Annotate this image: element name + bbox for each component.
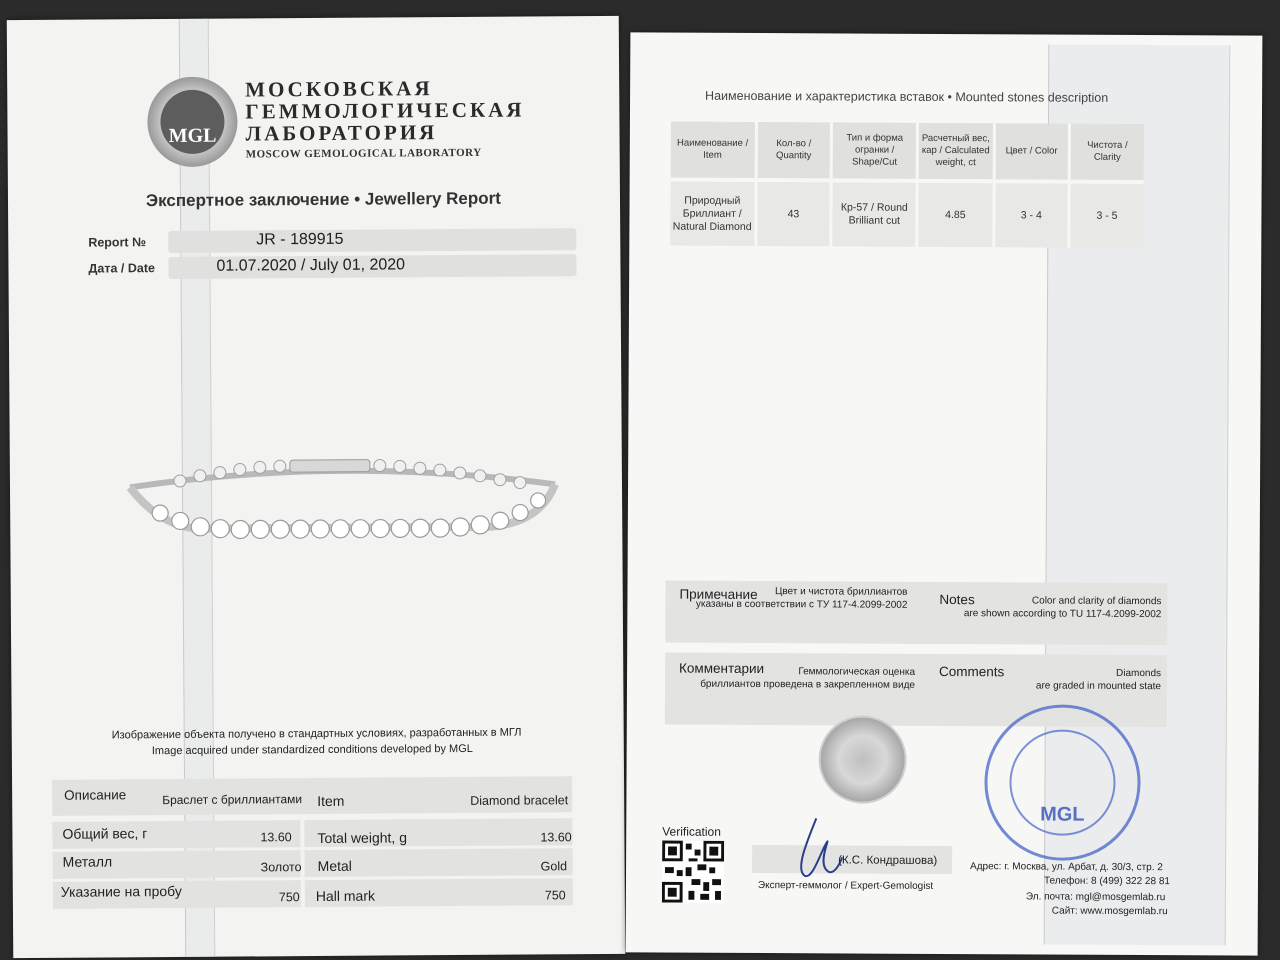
lab-name-line-3: ЛАБОРАТОРИЯ bbox=[245, 120, 438, 146]
td-shape: Кр-57 / Round Brilliant cut bbox=[831, 180, 917, 246]
th-weight: Расчетный вес, кар / Calculated weight, ct bbox=[917, 123, 994, 181]
note-en-label: Notes bbox=[939, 591, 975, 608]
hallmark-en-label: Hall mark bbox=[315, 887, 376, 905]
lab-name bbox=[245, 77, 525, 145]
comment-en-text-2: are graded in mounted state bbox=[1035, 680, 1162, 693]
comment-en-text bbox=[927, 663, 1162, 693]
comment-ru-text-1: Геммологическая оценка bbox=[798, 666, 916, 678]
report-no-value: JR - 189915 bbox=[256, 230, 344, 249]
weight-en-value: 13.60 bbox=[540, 830, 572, 845]
logo-letters: MGL bbox=[160, 90, 224, 154]
hallmark-en-value: 750 bbox=[544, 888, 566, 903]
note-en-text bbox=[927, 591, 1162, 621]
metal-en-value: Gold bbox=[540, 859, 568, 874]
signer-title: Эксперт-геммолог / Expert-Gemologist bbox=[757, 880, 934, 892]
description-en-value: Diamond bracelet bbox=[470, 793, 569, 808]
td-clarity: 3 - 5 bbox=[1069, 182, 1144, 248]
signature-mark bbox=[786, 813, 846, 883]
lab-name-line-2: ГЕММОЛОГИЧЕСКАЯ bbox=[245, 97, 525, 124]
weight-ru-label: Общий вес, г bbox=[62, 825, 148, 842]
stones-table-header bbox=[669, 122, 1144, 182]
left-page bbox=[7, 16, 626, 958]
note-ru-text-2: указаны в соответствии с ТУ 117-4.2099-2002 bbox=[695, 598, 908, 611]
note-ru-text bbox=[677, 585, 907, 612]
metal-ru-value: Золото bbox=[260, 860, 302, 875]
date-value: 01.07.2020 / July 01, 2020 bbox=[216, 256, 406, 275]
td-color: 3 - 4 bbox=[993, 181, 1069, 247]
note-en-text-1: Color and clarity of diamonds bbox=[1031, 595, 1162, 608]
th-shape: Тип и форма огранки / Shape/Cut bbox=[832, 122, 918, 180]
weight-ru-value: 13.60 bbox=[260, 830, 292, 845]
report-no-field bbox=[168, 228, 576, 253]
th-item: Наименование / Item bbox=[669, 122, 756, 180]
metal-en-label: Metal bbox=[317, 857, 352, 874]
note-ru-label: Примечание bbox=[679, 586, 758, 603]
report-no-label: Report № bbox=[88, 235, 147, 250]
stones-table bbox=[667, 122, 1144, 248]
mgl-logo bbox=[147, 77, 238, 168]
image-caption bbox=[112, 725, 522, 760]
hologram-sticker bbox=[818, 715, 906, 803]
description-ru-value: Браслет с бриллиантами bbox=[162, 792, 303, 808]
caption-ru: Изображение объекта получено в стандартных условиях, разработанных в МГЛ bbox=[111, 726, 522, 742]
weight-en-label: Total weight, g bbox=[317, 829, 408, 846]
report-title: Экспертное заключение • Jewellery Report bbox=[145, 188, 501, 211]
website: Сайт: www.mosgemlab.ru bbox=[1051, 905, 1168, 918]
date-label: Дата / Date bbox=[88, 261, 155, 276]
note-ru-text-1: Цвет и чистота бриллиантов bbox=[774, 586, 908, 598]
comment-ru-text bbox=[677, 665, 915, 692]
verification-label: Verification bbox=[662, 824, 721, 839]
bracelet-image bbox=[120, 454, 566, 547]
right-page bbox=[626, 32, 1263, 955]
description-ru-label: Описание bbox=[64, 787, 127, 803]
phone: Телефон: 8 (499) 322 28 81 bbox=[1043, 875, 1171, 888]
stones-title: Наименование и характеристика вставок • Mounted stones description bbox=[705, 88, 1109, 105]
lab-name-line-1: МОСКОВСКАЯ bbox=[245, 76, 433, 102]
comment-ru-text-2: бриллиантов проведена в закрепленном виде bbox=[700, 678, 916, 691]
table-row bbox=[669, 180, 1144, 248]
hallmark-ru-label: Указание на пробу bbox=[60, 882, 182, 900]
description-en-label: Item bbox=[317, 792, 345, 809]
th-quantity: Кол-во / Quantity bbox=[756, 122, 832, 180]
note-en-text-2: are shown according to TU 117-4.2099-2002 bbox=[963, 608, 1162, 621]
hallmark-ru-value: 750 bbox=[278, 890, 300, 905]
lab-name-en: MOSCOW GEMOLOGICAL LABORATORY bbox=[245, 146, 482, 161]
th-color: Цвет / Color bbox=[994, 123, 1070, 181]
comment-ru-label: Комментарии bbox=[679, 660, 765, 677]
qr-code-icon[interactable] bbox=[662, 841, 724, 903]
caption-en: Image acquired under standardized conditions developed by MGL bbox=[151, 742, 473, 758]
address: Адрес: г. Москва, ул. Арбат, д. 30/3, стр. 2 bbox=[970, 861, 1163, 874]
td-weight: 4.85 bbox=[917, 181, 994, 247]
metal-ru-label: Металл bbox=[62, 853, 113, 870]
td-item: Природный Бриллиант / Natural Diamond bbox=[669, 180, 756, 246]
th-clarity: Чистота / Clarity bbox=[1069, 124, 1144, 182]
td-quantity: 43 bbox=[755, 180, 831, 246]
comment-en-label: Comments bbox=[939, 663, 1005, 680]
stamp-text: MGL bbox=[1040, 803, 1085, 826]
signer-name: (К.С. Кондрашова) bbox=[838, 854, 938, 867]
official-stamp bbox=[984, 704, 1141, 861]
email: Эл. почта: mgl@mosgemlab.ru bbox=[1025, 891, 1166, 904]
comment-en-text-1: Diamonds bbox=[1116, 667, 1162, 680]
